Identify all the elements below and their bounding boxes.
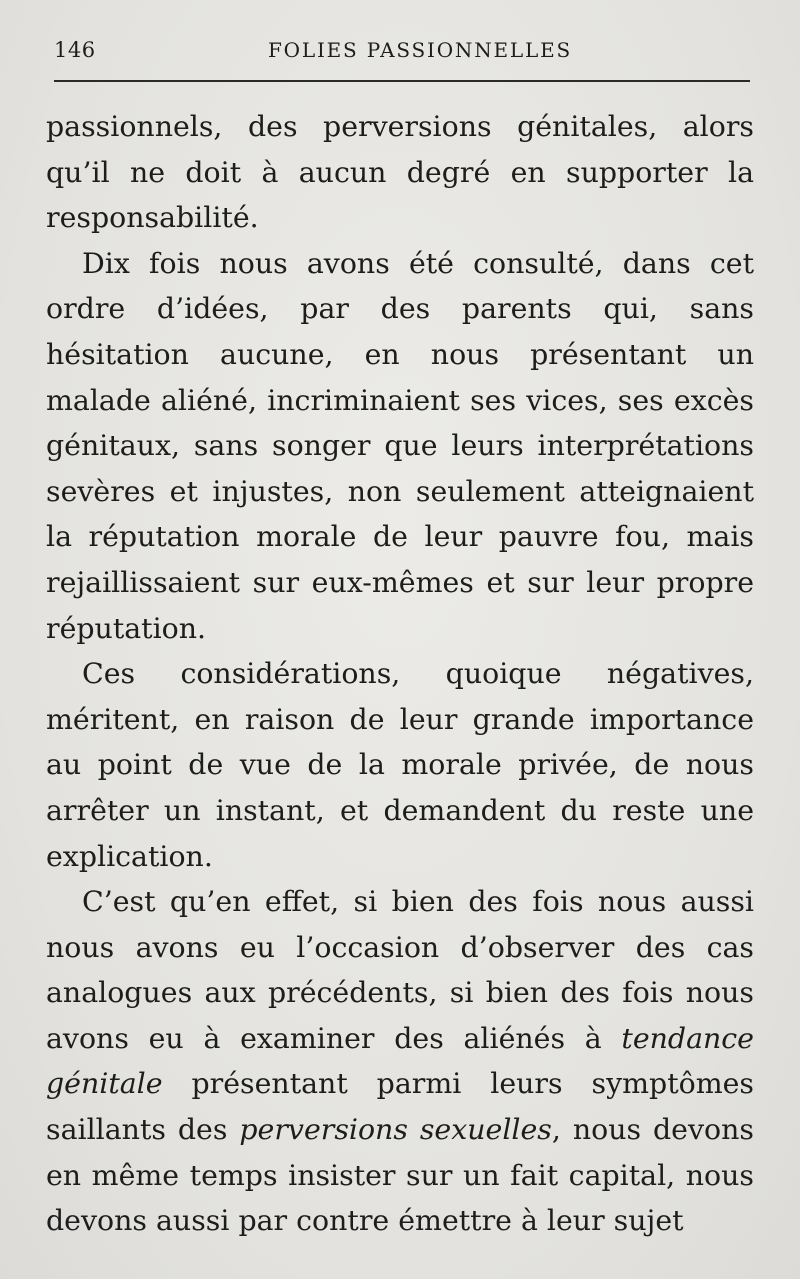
page-number: 146 [54,38,96,62]
header-rule [54,80,750,82]
paragraph-text-segment: C’est qu’en effet, si bien des fois nous aussi nous avons eu l’occasion d’observer des cas analogues aux précédents, si bien des fois nous avons eu à examiner des aliénés à [46,885,754,1055]
paragraph-continuation: passionnels, des perversions génitales, alors qu’il ne doit à aucun degré en supporter la responsabilité. [46,110,754,235]
paragraph-consultations: Dix fois nous avons été consulté, dans cet ordre d’idées, par des parents qui, sans hésitation aucune, en nous présentant un malade aliéné, incriminaient ses vices, ses excès génitaux, sans songer que leurs interprétations sevères et injustes, non seulement atteignaient la réputation morale de leur pauvre fou, mais rejaillissaient sur eux-mêmes et sur leur propre réputation. [46,246,754,645]
paragraph-text-segment: , nous devons en même temps insister sur un fait capital, nous devons aussi par contre émettre à leur sujet [46,1113,754,1238]
paragraph-text-segment: présentant parmi leurs symptômes saillants des [46,1067,754,1147]
running-head [46,36,754,80]
italic-term-tendance-genitale: tendance génitale [46,1021,754,1101]
italic-term-perversions-sexuelles: perversions sexuelles [239,1113,552,1147]
body-text [46,104,754,1244]
running-title: FOLIES PASSIONNELLES [268,38,572,62]
paragraph-considerations: Ces considérations, quoique négatives, méritent, en raison de leur grande importance au point de vue de la morale privée, de nous arrêter un instant, et demandent du reste une explication. [46,657,754,873]
paragraph-observations [46,879,754,1244]
